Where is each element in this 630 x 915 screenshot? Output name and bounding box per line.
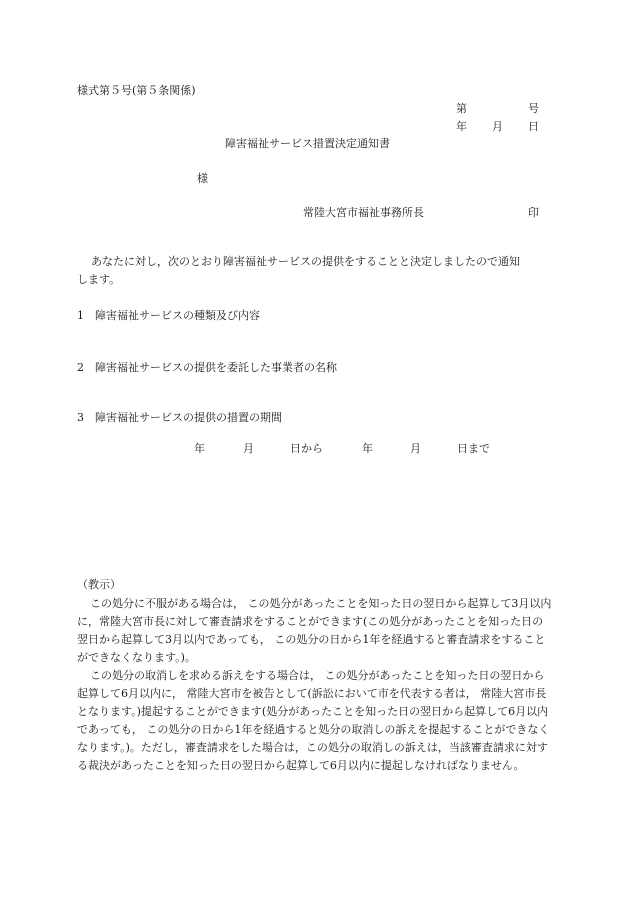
item-2-number: 2 xyxy=(77,361,84,374)
period-month-end: 月 xyxy=(410,442,421,455)
form-label: 様式第５号(第５条関係) xyxy=(77,84,196,97)
number-suffix: 号 xyxy=(528,102,539,115)
document-title: 障害福祉サービス措置決定通知書 xyxy=(225,137,390,150)
item-2-label: 障害福祉サービスの提供を委託した事業者の名称 xyxy=(95,361,337,374)
intro-line-1: あなたに対し，次のとおり障害福祉サービスの提供をすることと決定しましたので通知 xyxy=(91,255,520,268)
date-year: 年 xyxy=(456,120,467,133)
period-day-end: 日まで xyxy=(457,442,490,455)
period-year-end: 年 xyxy=(362,442,373,455)
date-day: 日 xyxy=(528,120,539,133)
seal-mark: 印 xyxy=(528,206,539,219)
period-day-start: 日から xyxy=(290,442,323,455)
item-1-label: 障害福祉サービスの種類及び内容 xyxy=(95,309,260,322)
item-1-number: 1 xyxy=(77,309,84,322)
instruction-paragraph-1: この処分に不服がある場合は， この処分があったことを知った日の翌日から起算して3月以内に，常陸大宮市長に対して審査請求をすることができます(この処分があったことを知った日の翌日から起算して3月以内であっても， この処分の日から1年を経過すると審査請求をすることができなくなります。)。 xyxy=(77,597,552,664)
instruction-paragraph-2: この処分の取消しを求める訴えをする場合は， この処分があったことを知った日の翌日から起算して6月以内に， 常陸大宮市を被告として(訴訟において市を代表する者は， 常陸大宮市長となります。)提起することができます(処分があったことを知った日の翌日から起算して6月以内であっても， この処分の日から1年を経過すると処分の取消しの訴えを提起することができなくなります。)。ただし，審査請求をした場合は，この処分の取消しの訴えは，当該審査請求に対する裁決があったことを知った日の翌日から起算して6月以内に提起しなければなりません。 xyxy=(77,669,550,772)
period-month-start: 月 xyxy=(243,442,254,455)
number-prefix: 第 xyxy=(456,102,467,115)
intro-line-2: します。 xyxy=(77,273,121,286)
addressee-suffix: 様 xyxy=(197,172,208,185)
date-month: 月 xyxy=(492,120,503,133)
period-year-start: 年 xyxy=(194,442,205,455)
issuer-name: 常陸大宮市福祉事務所長 xyxy=(303,206,424,219)
instruction-heading: （教示） xyxy=(77,578,121,591)
item-3-label: 障害福祉サービスの提供の措置の期間 xyxy=(95,411,282,424)
item-3-number: 3 xyxy=(77,411,84,424)
